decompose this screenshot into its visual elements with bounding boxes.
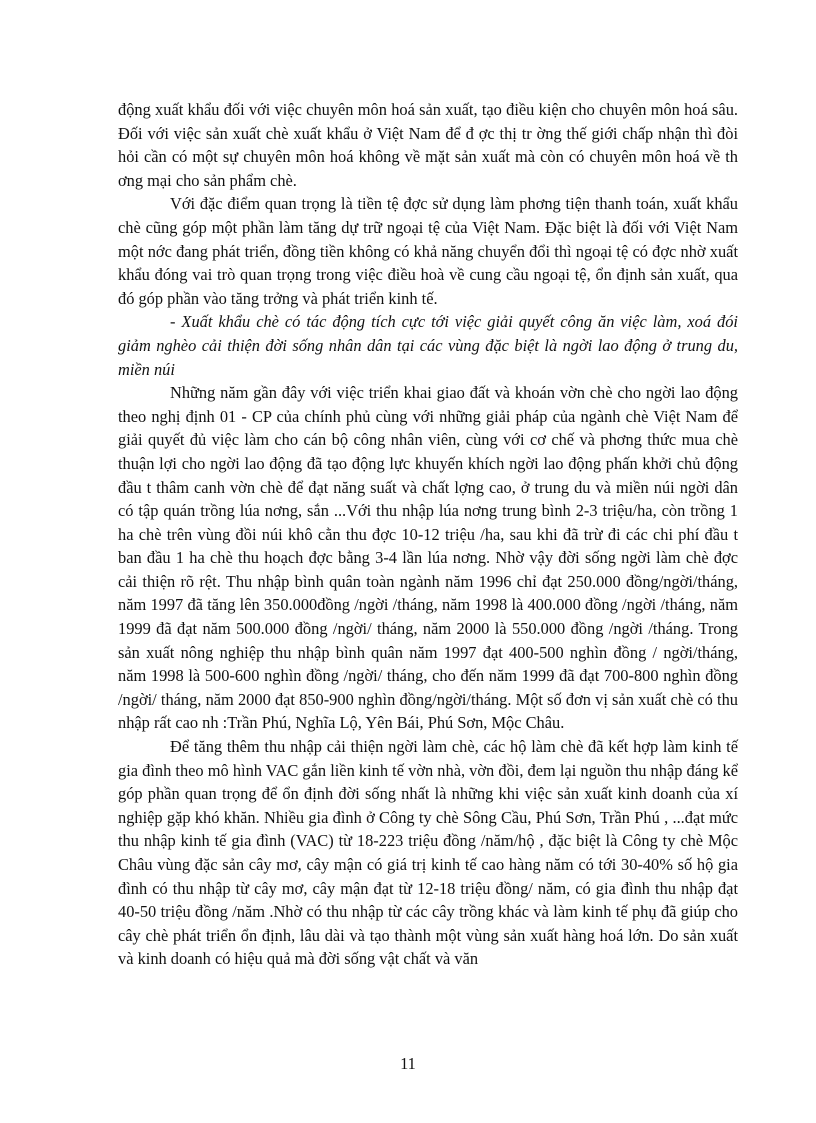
page-number: 11 — [400, 1054, 416, 1073]
paragraph-continuation: động xuất khẩu đối với việc chuyên môn hoá sản xuất, tạo điều kiện cho chuyên môn hoá sâu. Đối với việc sản xuất chè xuất khẩu ở Việt Nam để đ ợc thị tr ờng thế giới chấp nhận thì đòi hỏi cần có một sự chuyên môn hoá không về mặt sản xuất mà còn có chuyên môn hoá về th ơng mại cho sản phẩm chè. — [118, 100, 738, 190]
paragraph-foreign-currency: Với đặc điểm quan trọng là tiền tệ đợc sử dụng làm phơng tiện thanh toán, xuất khẩu chè cũng góp một phần làm tăng dự trữ ngoại tệ của Việt Nam. Đặc biệt là đối với Việt Nam một nớc đang phát triển, đồng tiền không có khả năng chuyển đổi thì ngoại tệ có đợc nhờ xuất khẩu đóng vai trò quan trọng trong việc điều hoà về cung cầu ngoại tệ, ổn định sản xuất, qua đó góp phần vào tăng trởng và phát triển kinh tế. — [118, 194, 738, 308]
paragraph-employment-heading: - Xuất khẩu chè có tác động tích cực tới việc giải quyết công ăn việc làm, xoá đói giảm nghèo cải thiện đời sống nhân dân tại các vùng đặc biệt là ngời lao động ở trung du, miền núi — [118, 312, 738, 379]
paragraph-income: Những năm gần đây với việc triển khai giao đất và khoán vờn chè cho ngời lao động theo nghị định 01 - CP của chính phủ cùng với những giải pháp của ngành chè Việt Nam để giải quyết đủ việc làm cho cán bộ công nhân viên, cùng với cơ chế và phơng thức mua chè thuận lợi cho ngời lao động đã tạo động lực khuyến khích ngời lao động phấn khởi chủ động đầu t thâm canh vờn chè để đạt năng suất và chất lợng cao, ở trung du và miền núi ngời dân có tập quán trồng lúa nơng, sắn ...Với thu nhập lúa nơng trung bình 2-3 triệu/ha, còn trồng 1 ha chè trên vùng đồi núi khô cằn thu đợc 10-12 triệu /ha, sau khi đã trừ đi các chi phí đầu t ban đầu 1 ha chè thu hoạch đợc bằng 3-4 lần lúa nơng. Nhờ vậy đời sống ngời làm chè đợc cải thiện rõ rệt. Thu nhập bình quân toàn ngành năm 1996 chỉ đạt 250.000 đồng/ngời/tháng, năm 1997 đã tăng lên 350.000đồng /ngời /tháng, năm 1998 là 400.000 đồng /ngời /tháng, năm 1999 đã đạt năm 500.000 đồng /ngời/ tháng, năm 2000 là 550.000 đồng /ngời /tháng. Trong sản xuất nông nghiệp thu nhập bình quân năm 1997 đạt 400-500 nghìn đồng / ngời/tháng, năm 1998 là 500-600 nghìn đồng /ngời/ tháng, cho đến năm 1999 đã đạt 700-800 nghìn đồng /ngời/ tháng, năm 2000 đạt 850-900 nghìn đồng/ngời/tháng. Một số đơn vị sản xuất chè có thu nhập rất cao nh :Trần Phú, Nghĩa Lộ, Yên Bái, Phú Sơn, Mộc Châu. — [118, 383, 738, 733]
document-body — [118, 98, 738, 971]
paragraph-vac-model: Để tăng thêm thu nhập cải thiện ngời làm chè, các hộ làm chè đã kết hợp làm kinh tế gia đình theo mô hình VAC gắn liền kinh tế vờn nhà, vờn đồi, đem lại nguồn thu nhập đáng kể góp phần quan trọng để ổn định đời sống nhất là những khi việc sản xuất kinh doanh của xí nghiệp gặp khó khăn. Nhiều gia đình ở Công ty chè Sông Cầu, Phú Sơn, Trần Phú , ...đạt mức thu nhập kinh tế gia đình (VAC) từ 18-223 triệu đồng /năm/hộ , đặc biệt là Công ty chè Mộc Châu vùng đặc sản cây mơ, cây mận có giá trị kinh tế cao hàng năm có tới 30-40% số hộ gia đình có thu nhập từ cây mơ, cây mận đạt từ 12-18 triệu đồng/ năm, có gia đình thu nhập đạt 40-50 triệu đồng /năm .Nhờ có thu nhập từ các cây trồng khác và làm kinh tế phụ đã giúp cho cây chè phát triển ổn định, lâu dài và tạo thành một vùng sản xuất hàng hoá lớn. Do sản xuất và kinh doanh có hiệu quả mà đời sống vật chất và văn — [118, 737, 738, 969]
